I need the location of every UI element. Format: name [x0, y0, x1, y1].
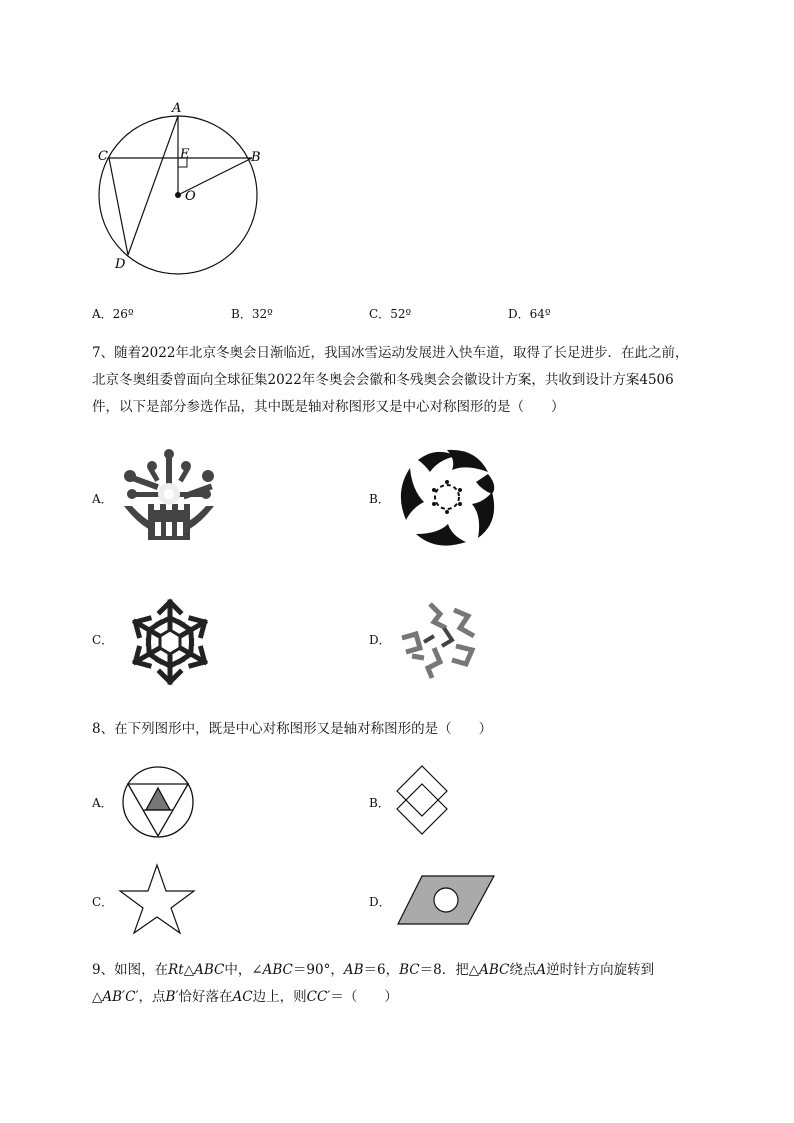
- star-icon[interactable]: [118, 863, 196, 935]
- q7-text: [92, 340, 752, 421]
- q8-option-c-label[interactable]: C．: [92, 895, 114, 909]
- q8-option-d-label[interactable]: D．: [369, 895, 391, 909]
- q6-option-c[interactable]: [369, 305, 411, 322]
- option-text: 32º: [251, 307, 273, 321]
- q8-option-a-label[interactable]: A．: [92, 796, 113, 810]
- q7-line-3: 件，以下是部分参选作品，其中既是轴对称图形又是中心对称图形的是（ ）: [92, 399, 565, 415]
- q8-text: 8、在下列图形中，既是中心对称图形又是轴对称图形的是（ ）: [92, 721, 493, 737]
- option-letter: B．: [231, 307, 252, 321]
- label-c: C: [98, 149, 108, 164]
- q6-circle-figure: [90, 98, 270, 278]
- q7-option-a-label[interactable]: A．: [92, 492, 113, 506]
- circle-triangles-icon[interactable]: [120, 764, 196, 840]
- q7-option-d-label[interactable]: D．: [369, 633, 391, 647]
- option-text: 64º: [529, 307, 551, 321]
- label-d: D: [115, 257, 126, 272]
- emblem-snowflake-great-wall-icon[interactable]: [122, 446, 216, 550]
- q7-line-2: 北京冬奥组委曾面向全球征集2022年冬奥会会徽和冬残奥会会徽设计方案，共收到设计方案4506: [92, 372, 674, 388]
- label-e: E: [180, 147, 190, 162]
- emblem-snowflake-icon[interactable]: [122, 596, 218, 688]
- q6-option-d[interactable]: [508, 305, 551, 322]
- q7-line-1: 7、随着2022年北京冬奥会日渐临近，我国冰雪运动发展进入快车道，取得了长足进步．在此之前，: [92, 345, 689, 361]
- emblem-swirl-flower-icon[interactable]: [396, 446, 498, 548]
- q9-line-1: 9、如图，在Rt△ABC中，∠ABC＝90°，AB＝6，BC＝8．把△ABC绕点A逆时针方向旋转到: [92, 962, 655, 978]
- q8-option-b-label[interactable]: B．: [369, 796, 390, 810]
- option-text: 26º: [112, 307, 134, 321]
- q7-option-b-label[interactable]: B．: [369, 492, 390, 506]
- q9-line-2: △AB′C′，点B′恰好落在AC边上，则CC′＝（ ）: [92, 989, 398, 1005]
- option-letter: A．: [92, 307, 113, 321]
- option-text: 52º: [390, 307, 412, 321]
- emblem-pinwheel-icon[interactable]: [394, 598, 486, 682]
- q9-text: [92, 957, 752, 1011]
- label-b: B: [251, 150, 261, 165]
- q7-option-c-label[interactable]: C．: [92, 633, 114, 647]
- overlapping-diamonds-icon[interactable]: [394, 764, 450, 836]
- option-letter: D．: [508, 307, 530, 321]
- label-o: O: [185, 189, 196, 204]
- option-letter: C．: [369, 307, 391, 321]
- q6-option-b[interactable]: [231, 305, 273, 322]
- q6-option-a[interactable]: [92, 305, 134, 322]
- parallelogram-circle-icon[interactable]: [396, 874, 496, 926]
- label-a: A: [172, 101, 182, 116]
